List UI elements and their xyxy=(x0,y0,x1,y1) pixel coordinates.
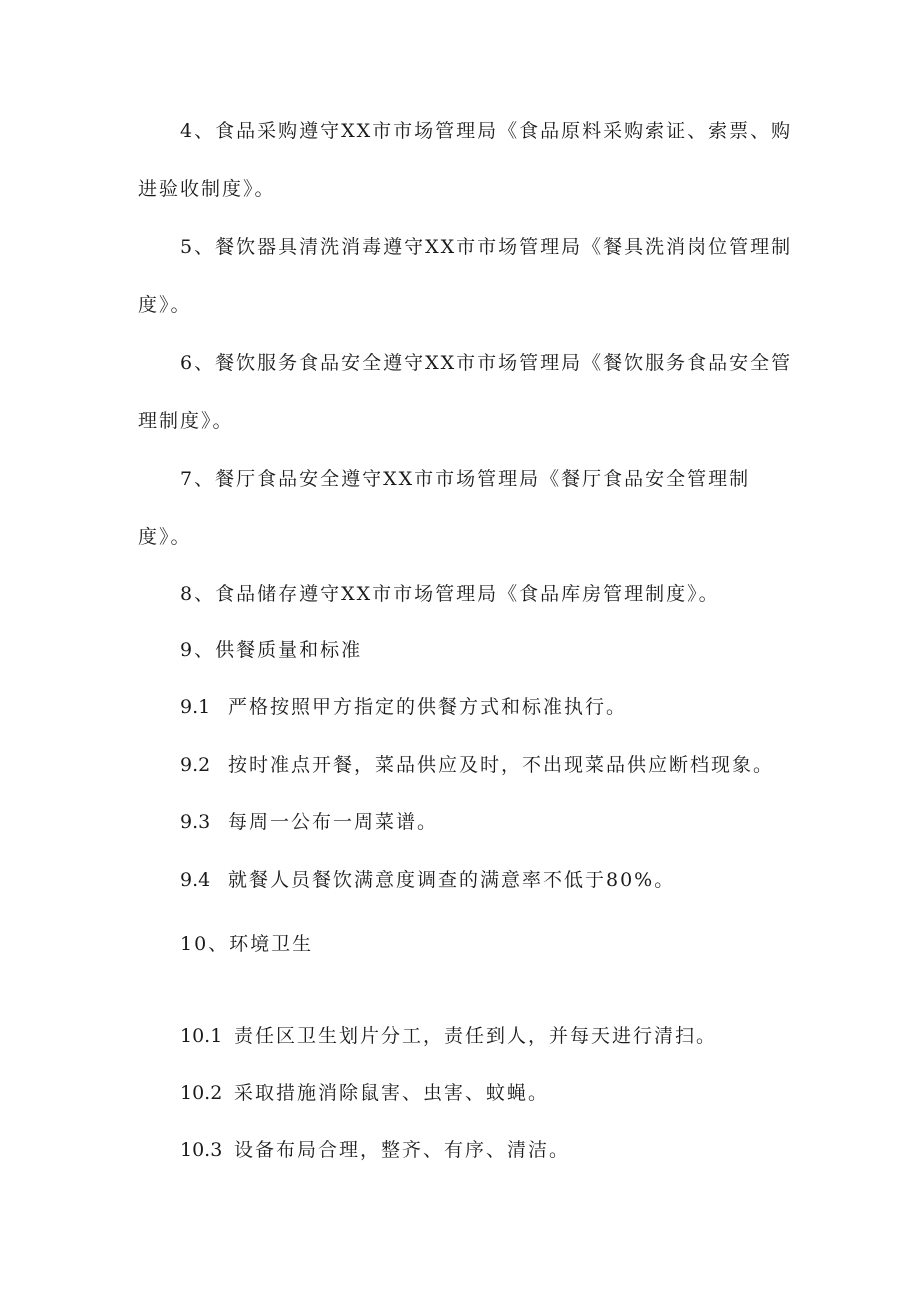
list-item-9-1 xyxy=(180,695,627,719)
item-text: 就餐人员餐饮满意度调查的满意率不低于80%。 xyxy=(228,869,676,891)
item-text: 设备布局合理，整齐、有序、清洁。 xyxy=(234,1139,571,1161)
list-item-9-4 xyxy=(180,868,675,892)
item-text: 按时准点开餐，菜品供应及时，不出现菜品供应断档现象。 xyxy=(228,754,775,776)
list-item-10-1 xyxy=(180,1024,717,1048)
item-text: 责任区卫生划片分工，责任到人，并每天进行清扫。 xyxy=(234,1025,718,1047)
list-item-9-3 xyxy=(180,810,438,834)
paragraph-4-line-1: 4、食品采购遵守XX市市场管理局《食品原料采购索证、索票、购 xyxy=(180,120,793,142)
paragraph-7-line-2: 度》。 xyxy=(138,526,192,548)
paragraph-5-line-1: 5、餐饮器具清洗消毒遵守XX市市场管理局《餐具洗消岗位管理制 xyxy=(180,236,793,258)
paragraph-8-line-1: 8、食品储存遵守XX市市场管理局《食品库房管理制度》。 xyxy=(180,583,720,605)
item-number: 9.4 xyxy=(180,869,211,891)
item-number: 9.3 xyxy=(180,811,211,833)
list-item-10-3 xyxy=(180,1138,570,1162)
item-text: 严格按照甲方指定的供餐方式和标准执行。 xyxy=(228,696,628,718)
item-number: 10.3 xyxy=(180,1139,223,1161)
paragraph-6-line-2: 理制度》。 xyxy=(138,410,234,432)
paragraph-4-line-2: 进验收制度》。 xyxy=(138,178,276,200)
item-text: 采取措施消除鼠害、虫害、蚊蝇。 xyxy=(234,1082,550,1104)
paragraph-6-line-1: 6、餐饮服务食品安全遵守XX市市场管理局《餐饮服务食品安全管 xyxy=(180,352,793,374)
item-number: 9.2 xyxy=(180,754,211,776)
section-10-heading: 10、环境卫生 xyxy=(180,933,314,955)
item-number: 10.2 xyxy=(180,1082,223,1104)
paragraph-7-line-1: 7、餐厅食品安全遵守XX市市场管理局《餐厅食品安全管理制 xyxy=(180,468,751,490)
item-text: 每周一公布一周菜谱。 xyxy=(228,811,439,833)
list-item-10-2 xyxy=(180,1081,549,1105)
item-number: 9.1 xyxy=(180,696,211,718)
list-item-9-2 xyxy=(180,753,774,777)
item-number: 10.1 xyxy=(180,1025,223,1047)
paragraph-5-line-2: 度》。 xyxy=(138,294,192,316)
section-9-heading: 9、供餐质量和标准 xyxy=(180,639,363,661)
